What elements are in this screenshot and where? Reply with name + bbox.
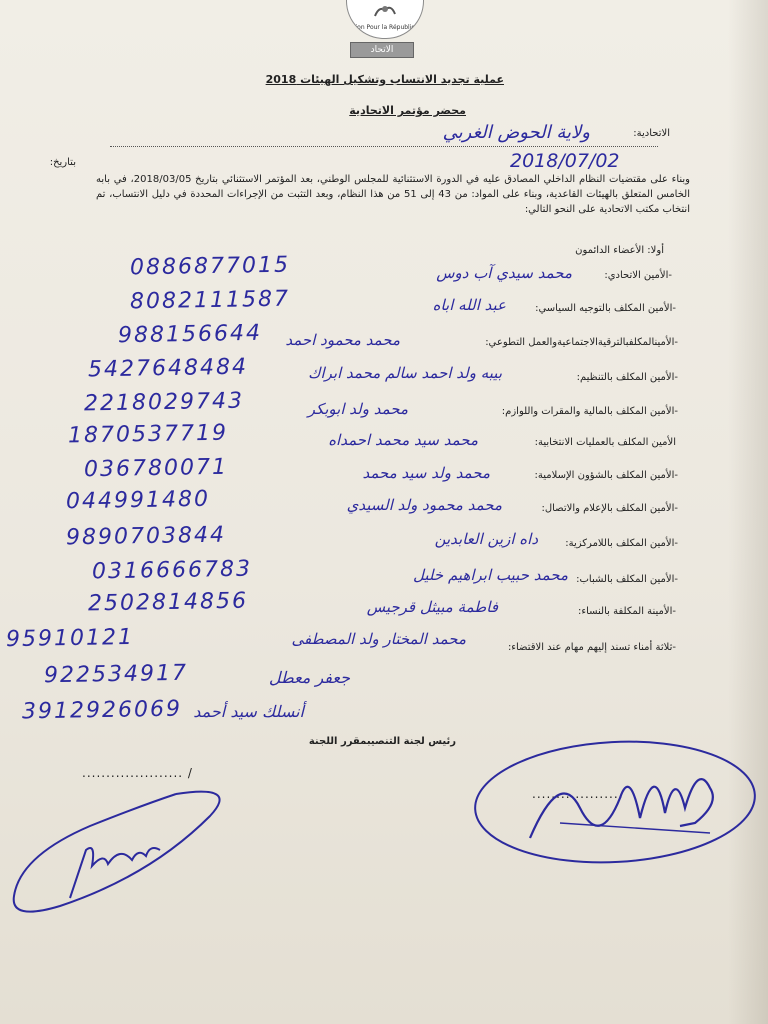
document-title: عملية تجديد الانتساب وتشكيل الهيئات 2018: [265, 73, 504, 86]
deputy-phone: 95910121: [5, 624, 135, 653]
federation-label: الاتحادية:: [633, 128, 670, 139]
deputy-name: جعفر معطل: [268, 668, 350, 687]
member-name: محمد ولد سيد محمد: [362, 464, 490, 482]
right-signature-image: [470, 728, 760, 878]
member-role: -الأمين المكلف بالمالية والمقرات واللوازم:: [501, 406, 678, 417]
member-name: محمد حبيب ابراهيم خليل: [413, 566, 568, 584]
signatures-label: رئيس لجنة التنصيبمقرر اللجنة: [308, 736, 456, 747]
member-phone: 5427648484: [87, 354, 249, 383]
federation-dotted-line: [110, 146, 658, 147]
member-phone: 8082111587: [129, 286, 291, 315]
deputy-phone: 3912926069: [21, 696, 183, 725]
member-phone: 044991480: [65, 486, 211, 515]
left-signature-image: [0, 786, 250, 926]
member-phone: 9890703844: [65, 522, 227, 551]
member-role: -الأمين المكلف بالإعلام والاتصال:: [541, 503, 678, 514]
member-name: داه ازين العابدين: [434, 530, 538, 548]
date-label: بتاريخ:: [49, 157, 76, 168]
member-phone: 2502814856: [87, 588, 249, 617]
member-name: فاطمة مبيثل قرجيس: [366, 598, 498, 616]
member-phone: 988156644: [117, 320, 263, 349]
deputy-phone: 922534917: [43, 660, 189, 689]
document-subtitle: محضر مؤتمر الاتحادية: [349, 104, 466, 117]
member-role: -الأمينالمكلفبالترقيةالاجتماعيةوالعمل التطوعي:: [485, 337, 678, 348]
right-signature-line: ...................: [532, 787, 624, 801]
member-role: -الأمين المكلف بالشؤون الإسلامية:: [534, 470, 678, 481]
member-phone: 0886877015: [129, 252, 291, 281]
member-role: -الأمين المكلف بالشباب:: [576, 574, 678, 585]
member-role: -الأمين المكلف باللامركزية:: [565, 538, 678, 549]
member-role: -الأمين المكلف بالتنظيم:: [576, 372, 678, 383]
member-phone: 2218029743: [83, 388, 245, 417]
member-name: محمد سيدي آب دوس: [436, 264, 572, 282]
logo-emblem-icon: [369, 2, 401, 20]
date-value: 2018/07/02: [510, 150, 620, 172]
deputies-label: -ثلاثة أمناء تسند إليهم مهام عند الاقتضاء:: [507, 642, 676, 653]
deputy-name: أنسلك سيد أحمد: [193, 702, 304, 721]
federation-value: ولاية الحوض الغربي: [442, 122, 590, 143]
member-role: -الأمين الاتحادي:: [604, 270, 672, 281]
member-name: محمد محمود ولد السيدي: [346, 496, 502, 514]
member-name: محمد محمود احمد: [285, 331, 400, 349]
logo-text: Union Pour la République: [347, 24, 423, 31]
left-signature-line: ..................... /: [82, 766, 193, 780]
member-name: عبد الله اباه: [432, 296, 506, 314]
member-phone: 1870537719: [67, 420, 229, 449]
section-title: أولا: الأعضاء الدائمون: [575, 245, 664, 256]
member-phone: 0316666783: [91, 556, 253, 585]
member-phone: 036780071: [83, 454, 229, 483]
member-name: بيبه ولد احمد سالم محمد ابراك: [308, 364, 502, 382]
member-name: محمد سيد محمد احمداه: [328, 431, 478, 449]
member-name: محمد ولد ابوبكر: [307, 400, 408, 418]
member-role: -الأمين المكلف بالتوجيه السياسي:: [535, 303, 676, 314]
member-role: الأمين المكلف بالعمليات الانتخابية:: [534, 437, 676, 448]
party-logo: [346, 0, 424, 39]
deputy-name: محمد المختار ولد المصطفى: [291, 630, 466, 648]
member-role: -الأمينة المكلفة بالنساء:: [578, 606, 676, 617]
intro-paragraph: وبناء على مقتضيات النظام الداخلي المصادق عليه في الدورة الاستثنائية للمجلس الوطني، بعد المؤتمر الاستثنائي بتاريخ 2018/03/05، في بابه الخامس المتعلق بالهيئات القاعدية، وبناء على المواد: من 43 إلى 51 من هذا النظام، وبعد التثبت من الإجراءات المحددة في دليل الانتساب، تم انتخاب مكتب الاتحادية على النحو التالي:: [96, 174, 691, 215]
party-badge: الاتحاد: [350, 42, 414, 58]
